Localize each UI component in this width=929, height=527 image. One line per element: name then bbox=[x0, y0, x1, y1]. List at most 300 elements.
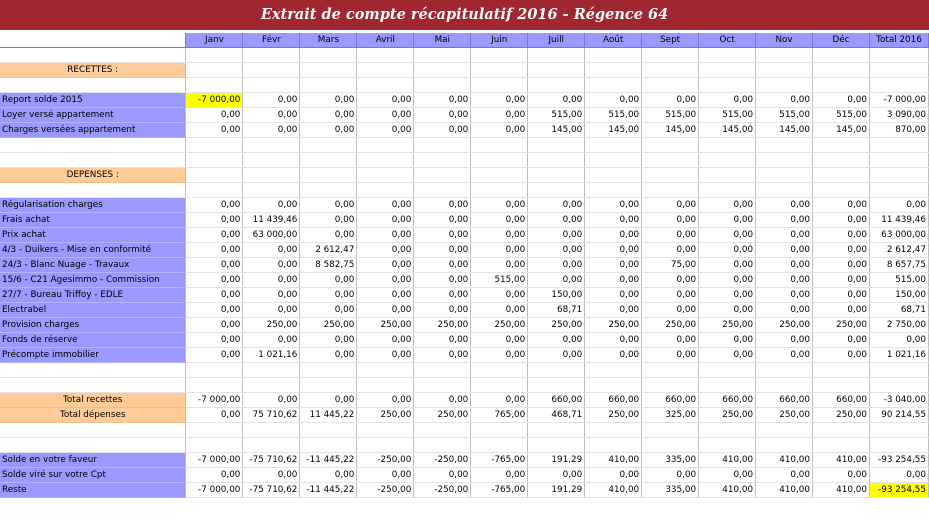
empty-cell[interactable] bbox=[869, 153, 928, 168]
empty-cell[interactable] bbox=[528, 63, 585, 78]
value-cell[interactable]: -93 254,55 bbox=[869, 483, 928, 498]
value-cell[interactable]: 145,00 bbox=[585, 123, 642, 138]
value-cell[interactable]: -7 000,00 bbox=[186, 93, 243, 108]
value-cell[interactable]: 0,00 bbox=[699, 288, 756, 303]
value-cell[interactable]: 0,00 bbox=[813, 213, 870, 228]
empty-cell[interactable] bbox=[528, 138, 585, 153]
value-cell[interactable]: 0,00 bbox=[414, 123, 471, 138]
empty-cell[interactable] bbox=[357, 138, 414, 153]
value-cell[interactable]: 0,00 bbox=[756, 258, 813, 273]
row-label[interactable]: Frais achat bbox=[0, 213, 186, 228]
empty-cell[interactable] bbox=[300, 63, 357, 78]
value-cell[interactable]: 250,00 bbox=[756, 318, 813, 333]
value-cell[interactable]: -765,00 bbox=[471, 453, 528, 468]
empty-cell[interactable] bbox=[0, 48, 186, 63]
value-cell[interactable]: 0,00 bbox=[813, 258, 870, 273]
value-cell[interactable]: 0,00 bbox=[471, 243, 528, 258]
empty-cell[interactable] bbox=[243, 63, 300, 78]
value-cell[interactable]: 0,00 bbox=[471, 108, 528, 123]
value-cell[interactable]: 0,00 bbox=[300, 348, 357, 363]
empty-cell[interactable] bbox=[642, 183, 699, 198]
month-header[interactable]: Sept bbox=[642, 33, 699, 48]
value-cell[interactable]: 0,00 bbox=[699, 93, 756, 108]
empty-cell[interactable] bbox=[0, 33, 186, 48]
value-cell[interactable]: 63 000,00 bbox=[243, 228, 300, 243]
value-cell[interactable]: 0,00 bbox=[300, 198, 357, 213]
value-cell[interactable]: 0,00 bbox=[357, 333, 414, 348]
empty-cell[interactable] bbox=[813, 438, 870, 453]
empty-cell[interactable] bbox=[357, 423, 414, 438]
depenses-section-label[interactable]: DEPENSES : bbox=[0, 168, 186, 183]
empty-cell[interactable] bbox=[528, 183, 585, 198]
empty-cell[interactable] bbox=[528, 48, 585, 63]
value-cell[interactable]: 0,00 bbox=[243, 243, 300, 258]
value-cell[interactable]: 0,00 bbox=[414, 93, 471, 108]
empty-cell[interactable] bbox=[186, 138, 243, 153]
row-label[interactable]: Charges versées appartement bbox=[0, 123, 186, 138]
empty-cell[interactable] bbox=[357, 378, 414, 393]
value-cell[interactable]: 0,00 bbox=[585, 333, 642, 348]
value-cell[interactable]: 0,00 bbox=[585, 258, 642, 273]
recettes-section-label[interactable]: RECETTES : bbox=[0, 63, 186, 78]
value-cell[interactable]: -250,00 bbox=[414, 453, 471, 468]
value-cell[interactable]: 410,00 bbox=[699, 453, 756, 468]
value-cell[interactable]: 0,00 bbox=[300, 213, 357, 228]
month-header[interactable]: Janv bbox=[186, 33, 243, 48]
value-cell[interactable]: -250,00 bbox=[414, 483, 471, 498]
value-cell[interactable]: 0,00 bbox=[642, 348, 699, 363]
empty-cell[interactable] bbox=[0, 78, 186, 93]
value-cell[interactable]: 410,00 bbox=[699, 483, 756, 498]
value-cell[interactable]: 0,00 bbox=[243, 393, 300, 408]
value-cell[interactable]: 0,00 bbox=[869, 198, 928, 213]
value-cell[interactable]: 0,00 bbox=[414, 198, 471, 213]
value-cell[interactable]: 250,00 bbox=[585, 408, 642, 423]
month-header[interactable]: Nov bbox=[756, 33, 813, 48]
empty-cell[interactable] bbox=[585, 363, 642, 378]
value-cell[interactable]: 0,00 bbox=[243, 93, 300, 108]
value-cell[interactable]: 0,00 bbox=[756, 333, 813, 348]
empty-cell[interactable] bbox=[243, 48, 300, 63]
value-cell[interactable]: 0,00 bbox=[813, 288, 870, 303]
empty-cell[interactable] bbox=[528, 153, 585, 168]
value-cell[interactable]: 0,00 bbox=[756, 468, 813, 483]
value-cell[interactable]: 0,00 bbox=[243, 288, 300, 303]
empty-cell[interactable] bbox=[869, 138, 928, 153]
empty-cell[interactable] bbox=[471, 153, 528, 168]
value-cell[interactable]: 468,71 bbox=[528, 408, 585, 423]
value-cell[interactable]: 0,00 bbox=[869, 333, 928, 348]
value-cell[interactable]: 0,00 bbox=[357, 243, 414, 258]
value-cell[interactable]: 0,00 bbox=[699, 213, 756, 228]
empty-cell[interactable] bbox=[414, 378, 471, 393]
value-cell[interactable]: 660,00 bbox=[642, 393, 699, 408]
empty-cell[interactable] bbox=[414, 48, 471, 63]
empty-cell[interactable] bbox=[414, 363, 471, 378]
empty-cell[interactable] bbox=[813, 183, 870, 198]
value-cell[interactable]: 0,00 bbox=[813, 348, 870, 363]
value-cell[interactable]: -75 710,62 bbox=[243, 453, 300, 468]
row-label[interactable]: 27/7 - Bureau Triffoy - EDLE bbox=[0, 288, 186, 303]
value-cell[interactable]: 0,00 bbox=[186, 243, 243, 258]
empty-cell[interactable] bbox=[300, 378, 357, 393]
empty-cell[interactable] bbox=[756, 63, 813, 78]
empty-cell[interactable] bbox=[300, 153, 357, 168]
empty-cell[interactable] bbox=[357, 78, 414, 93]
value-cell[interactable]: 0,00 bbox=[585, 273, 642, 288]
empty-cell[interactable] bbox=[756, 378, 813, 393]
month-header[interactable]: Oct bbox=[699, 33, 756, 48]
value-cell[interactable]: 145,00 bbox=[642, 123, 699, 138]
empty-cell[interactable] bbox=[414, 153, 471, 168]
empty-cell[interactable] bbox=[642, 423, 699, 438]
value-cell[interactable]: 75 710,62 bbox=[243, 408, 300, 423]
value-cell[interactable]: 0,00 bbox=[699, 348, 756, 363]
value-cell[interactable]: 0,00 bbox=[813, 243, 870, 258]
empty-cell[interactable] bbox=[528, 78, 585, 93]
value-cell[interactable]: 0,00 bbox=[186, 213, 243, 228]
value-cell[interactable]: 250,00 bbox=[528, 318, 585, 333]
empty-cell[interactable] bbox=[300, 183, 357, 198]
value-cell[interactable]: 191,29 bbox=[528, 453, 585, 468]
value-cell[interactable]: 660,00 bbox=[528, 393, 585, 408]
empty-cell[interactable] bbox=[186, 363, 243, 378]
empty-cell[interactable] bbox=[243, 438, 300, 453]
value-cell[interactable]: 8 657,75 bbox=[869, 258, 928, 273]
empty-cell[interactable] bbox=[243, 138, 300, 153]
empty-cell[interactable] bbox=[699, 363, 756, 378]
row-label[interactable]: Electrabel bbox=[0, 303, 186, 318]
row-label[interactable]: 24/3 - Blanc Nuage - Travaux bbox=[0, 258, 186, 273]
empty-cell[interactable] bbox=[471, 78, 528, 93]
value-cell[interactable]: 0,00 bbox=[243, 258, 300, 273]
empty-cell[interactable] bbox=[357, 363, 414, 378]
value-cell[interactable]: 0,00 bbox=[300, 468, 357, 483]
value-cell[interactable]: -765,00 bbox=[471, 483, 528, 498]
value-cell[interactable]: 870,00 bbox=[869, 123, 928, 138]
empty-cell[interactable] bbox=[471, 363, 528, 378]
row-label[interactable]: Provision charges bbox=[0, 318, 186, 333]
value-cell[interactable]: 0,00 bbox=[357, 123, 414, 138]
empty-cell[interactable] bbox=[414, 78, 471, 93]
month-header[interactable]: Févr bbox=[243, 33, 300, 48]
row-label[interactable]: 15/6 - C21 Agesimmo - Commission bbox=[0, 273, 186, 288]
value-cell[interactable]: 0,00 bbox=[414, 303, 471, 318]
empty-cell[interactable] bbox=[414, 138, 471, 153]
value-cell[interactable]: 410,00 bbox=[756, 483, 813, 498]
value-cell[interactable]: 0,00 bbox=[300, 273, 357, 288]
value-cell[interactable]: 0,00 bbox=[186, 198, 243, 213]
month-header[interactable]: Avril bbox=[357, 33, 414, 48]
empty-cell[interactable] bbox=[585, 183, 642, 198]
empty-cell[interactable] bbox=[869, 378, 928, 393]
empty-cell[interactable] bbox=[813, 138, 870, 153]
empty-cell[interactable] bbox=[585, 153, 642, 168]
empty-cell[interactable] bbox=[756, 423, 813, 438]
empty-cell[interactable] bbox=[869, 438, 928, 453]
empty-cell[interactable] bbox=[300, 423, 357, 438]
value-cell[interactable]: 515,00 bbox=[528, 108, 585, 123]
value-cell[interactable]: 145,00 bbox=[813, 123, 870, 138]
empty-cell[interactable] bbox=[642, 48, 699, 63]
value-cell[interactable]: 660,00 bbox=[699, 393, 756, 408]
empty-cell[interactable] bbox=[756, 363, 813, 378]
value-cell[interactable]: 250,00 bbox=[300, 318, 357, 333]
value-cell[interactable]: 150,00 bbox=[869, 288, 928, 303]
value-cell[interactable]: 0,00 bbox=[243, 273, 300, 288]
value-cell[interactable]: 250,00 bbox=[642, 318, 699, 333]
empty-cell[interactable] bbox=[813, 378, 870, 393]
value-cell[interactable]: -7 000,00 bbox=[186, 453, 243, 468]
value-cell[interactable]: 0,00 bbox=[357, 258, 414, 273]
empty-cell[interactable] bbox=[186, 168, 243, 183]
value-cell[interactable]: 0,00 bbox=[357, 468, 414, 483]
empty-cell[interactable] bbox=[0, 183, 186, 198]
empty-cell[interactable] bbox=[642, 438, 699, 453]
value-cell[interactable]: 0,00 bbox=[243, 333, 300, 348]
value-cell[interactable]: 250,00 bbox=[699, 318, 756, 333]
value-cell[interactable]: 11 439,46 bbox=[243, 213, 300, 228]
value-cell[interactable]: 0,00 bbox=[585, 303, 642, 318]
value-cell[interactable]: 250,00 bbox=[585, 318, 642, 333]
month-header[interactable]: Total 2016 bbox=[869, 33, 928, 48]
value-cell[interactable]: 410,00 bbox=[813, 453, 870, 468]
value-cell[interactable]: 515,00 bbox=[756, 108, 813, 123]
value-cell[interactable]: 660,00 bbox=[756, 393, 813, 408]
value-cell[interactable]: 0,00 bbox=[642, 213, 699, 228]
value-cell[interactable]: 0,00 bbox=[414, 333, 471, 348]
value-cell[interactable]: 0,00 bbox=[756, 228, 813, 243]
value-cell[interactable]: 515,00 bbox=[813, 108, 870, 123]
value-cell[interactable]: 0,00 bbox=[528, 93, 585, 108]
value-cell[interactable]: 250,00 bbox=[357, 318, 414, 333]
value-cell[interactable]: 0,00 bbox=[699, 228, 756, 243]
value-cell[interactable]: 0,00 bbox=[300, 393, 357, 408]
value-cell[interactable]: 0,00 bbox=[243, 123, 300, 138]
empty-cell[interactable] bbox=[414, 63, 471, 78]
value-cell[interactable]: 515,00 bbox=[585, 108, 642, 123]
value-cell[interactable]: 0,00 bbox=[528, 198, 585, 213]
value-cell[interactable]: 0,00 bbox=[471, 258, 528, 273]
value-cell[interactable]: 0,00 bbox=[243, 303, 300, 318]
month-header[interactable]: Août bbox=[585, 33, 642, 48]
empty-cell[interactable] bbox=[186, 63, 243, 78]
value-cell[interactable]: 150,00 bbox=[528, 288, 585, 303]
empty-cell[interactable] bbox=[585, 63, 642, 78]
empty-cell[interactable] bbox=[528, 438, 585, 453]
value-cell[interactable]: 410,00 bbox=[756, 453, 813, 468]
month-header[interactable]: Déc bbox=[813, 33, 870, 48]
row-label[interactable]: Fonds de réserve bbox=[0, 333, 186, 348]
value-cell[interactable]: 0,00 bbox=[813, 333, 870, 348]
value-cell[interactable]: 0,00 bbox=[585, 228, 642, 243]
value-cell[interactable]: 660,00 bbox=[585, 393, 642, 408]
empty-cell[interactable] bbox=[243, 168, 300, 183]
empty-cell[interactable] bbox=[528, 378, 585, 393]
value-cell[interactable]: 0,00 bbox=[471, 198, 528, 213]
row-label[interactable]: Reste bbox=[0, 483, 186, 498]
empty-cell[interactable] bbox=[699, 168, 756, 183]
value-cell[interactable]: 0,00 bbox=[699, 333, 756, 348]
row-label[interactable]: Régularisation charges bbox=[0, 198, 186, 213]
value-cell[interactable]: 0,00 bbox=[813, 303, 870, 318]
empty-cell[interactable] bbox=[585, 438, 642, 453]
value-cell[interactable]: 0,00 bbox=[585, 198, 642, 213]
empty-cell[interactable] bbox=[471, 183, 528, 198]
value-cell[interactable]: -11 445,22 bbox=[300, 453, 357, 468]
value-cell[interactable]: 0,00 bbox=[186, 288, 243, 303]
value-cell[interactable]: 0,00 bbox=[186, 228, 243, 243]
value-cell[interactable]: 0,00 bbox=[300, 108, 357, 123]
empty-cell[interactable] bbox=[471, 48, 528, 63]
value-cell[interactable]: 0,00 bbox=[471, 93, 528, 108]
empty-cell[interactable] bbox=[357, 438, 414, 453]
empty-cell[interactable] bbox=[642, 378, 699, 393]
value-cell[interactable]: 0,00 bbox=[471, 228, 528, 243]
row-label[interactable]: 4/3 - Duikers - Mise en conformité bbox=[0, 243, 186, 258]
empty-cell[interactable] bbox=[699, 423, 756, 438]
empty-cell[interactable] bbox=[471, 378, 528, 393]
value-cell[interactable]: 0,00 bbox=[813, 93, 870, 108]
value-cell[interactable]: 250,00 bbox=[414, 318, 471, 333]
empty-cell[interactable] bbox=[642, 153, 699, 168]
value-cell[interactable]: 325,00 bbox=[642, 408, 699, 423]
value-cell[interactable]: 145,00 bbox=[528, 123, 585, 138]
value-cell[interactable]: 0,00 bbox=[642, 273, 699, 288]
empty-cell[interactable] bbox=[186, 438, 243, 453]
empty-cell[interactable] bbox=[471, 168, 528, 183]
value-cell[interactable]: 0,00 bbox=[186, 273, 243, 288]
empty-cell[interactable] bbox=[585, 48, 642, 63]
value-cell[interactable]: 0,00 bbox=[756, 243, 813, 258]
value-cell[interactable]: 0,00 bbox=[414, 258, 471, 273]
value-cell[interactable]: 0,00 bbox=[642, 303, 699, 318]
empty-cell[interactable] bbox=[813, 363, 870, 378]
value-cell[interactable]: 0,00 bbox=[756, 303, 813, 318]
empty-cell[interactable] bbox=[642, 78, 699, 93]
row-label[interactable]: Prix achat bbox=[0, 228, 186, 243]
value-cell[interactable]: 0,00 bbox=[756, 288, 813, 303]
empty-cell[interactable] bbox=[357, 48, 414, 63]
empty-cell[interactable] bbox=[186, 183, 243, 198]
empty-cell[interactable] bbox=[699, 183, 756, 198]
empty-cell[interactable] bbox=[186, 48, 243, 63]
empty-cell[interactable] bbox=[528, 363, 585, 378]
empty-cell[interactable] bbox=[300, 78, 357, 93]
value-cell[interactable]: 0,00 bbox=[357, 288, 414, 303]
month-header[interactable]: Mars bbox=[300, 33, 357, 48]
value-cell[interactable]: 0,00 bbox=[699, 303, 756, 318]
value-cell[interactable]: 0,00 bbox=[414, 288, 471, 303]
empty-cell[interactable] bbox=[528, 168, 585, 183]
value-cell[interactable]: 8 582,75 bbox=[300, 258, 357, 273]
value-cell[interactable]: 0,00 bbox=[300, 303, 357, 318]
value-cell[interactable]: 0,00 bbox=[243, 468, 300, 483]
empty-cell[interactable] bbox=[642, 63, 699, 78]
value-cell[interactable]: 0,00 bbox=[528, 348, 585, 363]
empty-cell[interactable] bbox=[642, 168, 699, 183]
empty-cell[interactable] bbox=[357, 63, 414, 78]
value-cell[interactable]: 0,00 bbox=[186, 408, 243, 423]
value-cell[interactable]: 0,00 bbox=[585, 93, 642, 108]
value-cell[interactable]: 0,00 bbox=[414, 228, 471, 243]
empty-cell[interactable] bbox=[300, 363, 357, 378]
value-cell[interactable]: 0,00 bbox=[585, 213, 642, 228]
value-cell[interactable]: 2 612,47 bbox=[869, 243, 928, 258]
value-cell[interactable]: 515,00 bbox=[869, 273, 928, 288]
empty-cell[interactable] bbox=[585, 138, 642, 153]
value-cell[interactable]: 1 021,16 bbox=[869, 348, 928, 363]
value-cell[interactable]: 3 090,00 bbox=[869, 108, 928, 123]
value-cell[interactable]: 0,00 bbox=[528, 243, 585, 258]
empty-cell[interactable] bbox=[243, 183, 300, 198]
value-cell[interactable]: 0,00 bbox=[186, 468, 243, 483]
value-cell[interactable]: 0,00 bbox=[813, 228, 870, 243]
value-cell[interactable]: 0,00 bbox=[471, 468, 528, 483]
value-cell[interactable]: -3 040,00 bbox=[869, 393, 928, 408]
value-cell[interactable]: -7 000,00 bbox=[186, 393, 243, 408]
value-cell[interactable]: 410,00 bbox=[585, 483, 642, 498]
value-cell[interactable]: 0,00 bbox=[186, 318, 243, 333]
empty-cell[interactable] bbox=[642, 138, 699, 153]
value-cell[interactable]: -93 254,55 bbox=[869, 453, 928, 468]
value-cell[interactable]: 0,00 bbox=[300, 123, 357, 138]
value-cell[interactable]: 515,00 bbox=[642, 108, 699, 123]
empty-cell[interactable] bbox=[699, 78, 756, 93]
value-cell[interactable]: 0,00 bbox=[699, 198, 756, 213]
value-cell[interactable]: 250,00 bbox=[756, 408, 813, 423]
value-cell[interactable]: 0,00 bbox=[243, 198, 300, 213]
value-cell[interactable]: 90 214,55 bbox=[869, 408, 928, 423]
empty-cell[interactable] bbox=[869, 363, 928, 378]
value-cell[interactable]: 0,00 bbox=[756, 93, 813, 108]
value-cell[interactable]: 0,00 bbox=[642, 288, 699, 303]
month-header[interactable]: Mai bbox=[414, 33, 471, 48]
value-cell[interactable]: 250,00 bbox=[813, 408, 870, 423]
value-cell[interactable]: 0,00 bbox=[585, 468, 642, 483]
value-cell[interactable]: 0,00 bbox=[357, 348, 414, 363]
value-cell[interactable]: 250,00 bbox=[471, 318, 528, 333]
value-cell[interactable]: 515,00 bbox=[471, 273, 528, 288]
value-cell[interactable]: 2 750,00 bbox=[869, 318, 928, 333]
empty-cell[interactable] bbox=[414, 423, 471, 438]
row-label[interactable]: Total dépenses bbox=[0, 408, 186, 423]
value-cell[interactable]: 410,00 bbox=[813, 483, 870, 498]
value-cell[interactable]: -250,00 bbox=[357, 483, 414, 498]
value-cell[interactable]: 0,00 bbox=[528, 213, 585, 228]
empty-cell[interactable] bbox=[869, 78, 928, 93]
value-cell[interactable]: 0,00 bbox=[471, 393, 528, 408]
value-cell[interactable]: 0,00 bbox=[357, 108, 414, 123]
value-cell[interactable]: 0,00 bbox=[186, 123, 243, 138]
value-cell[interactable]: 68,71 bbox=[869, 303, 928, 318]
value-cell[interactable]: 0,00 bbox=[813, 273, 870, 288]
value-cell[interactable]: 0,00 bbox=[471, 348, 528, 363]
value-cell[interactable]: 0,00 bbox=[699, 468, 756, 483]
value-cell[interactable]: 0,00 bbox=[471, 123, 528, 138]
value-cell[interactable]: 11 439,46 bbox=[869, 213, 928, 228]
value-cell[interactable]: 0,00 bbox=[300, 333, 357, 348]
value-cell[interactable]: 0,00 bbox=[756, 273, 813, 288]
value-cell[interactable]: -11 445,22 bbox=[300, 483, 357, 498]
value-cell[interactable]: 250,00 bbox=[243, 318, 300, 333]
value-cell[interactable]: 2 612,47 bbox=[300, 243, 357, 258]
value-cell[interactable]: 0,00 bbox=[414, 273, 471, 288]
empty-cell[interactable] bbox=[0, 363, 186, 378]
value-cell[interactable]: 335,00 bbox=[642, 483, 699, 498]
empty-cell[interactable] bbox=[186, 78, 243, 93]
value-cell[interactable]: 0,00 bbox=[528, 258, 585, 273]
